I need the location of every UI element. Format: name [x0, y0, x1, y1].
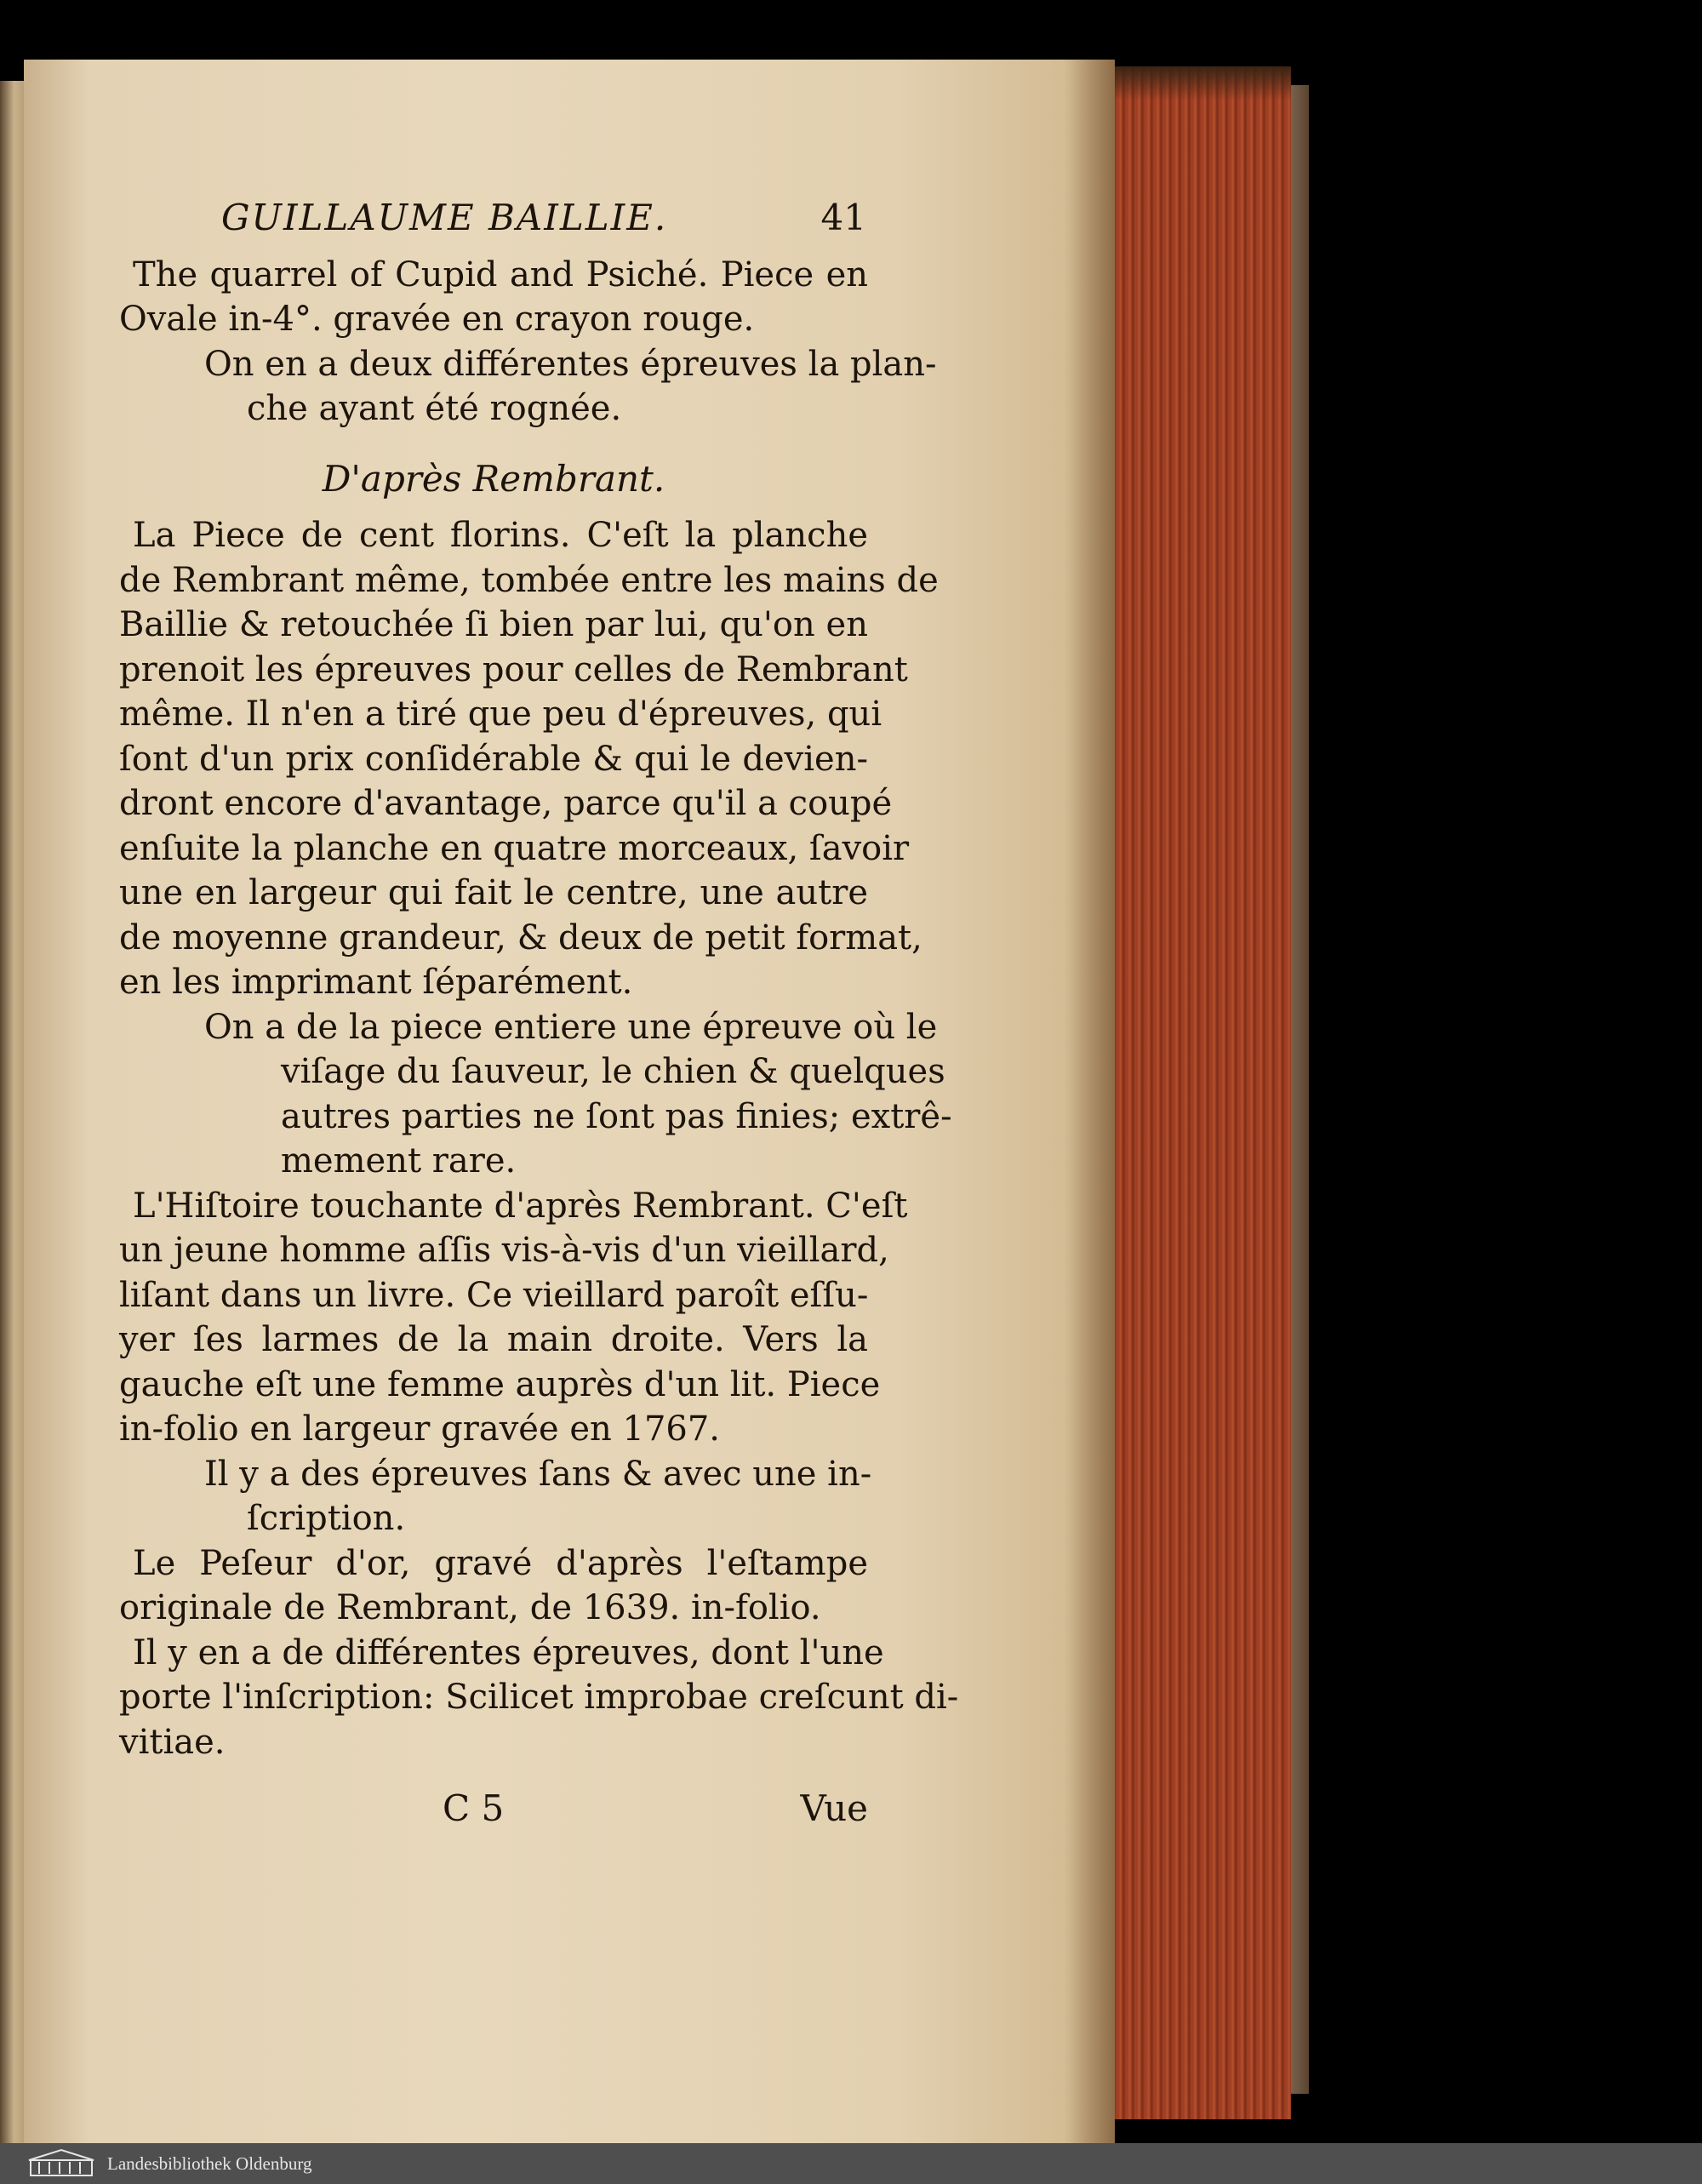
text-line: Baillie & retouchée ſi bien par lui, qu'on en	[119, 605, 868, 644]
text-line: dront encore d'avantage, parce qu'il a coupé	[119, 784, 893, 823]
text-line: On en a deux différentes épreuves la plan-	[204, 344, 937, 384]
text-line: On a de la piece entiere une épreuve où le	[204, 1007, 938, 1047]
page-number: 41	[820, 197, 866, 238]
catchword: Vue	[800, 1787, 868, 1829]
library-building-icon	[26, 2148, 97, 2179]
text-line: viſage du ſauveur, le chien & quelques	[281, 1052, 945, 1091]
signature-mark: C 5	[443, 1787, 505, 1829]
text-line: en les imprimant ſéparément.	[119, 963, 633, 1002]
library-footer-bar	[0, 2143, 1702, 2184]
text-line: une en largeur qui fait le centre, une autre	[119, 873, 868, 912]
text-line: La Piece de cent florins. C'eſt la planche	[133, 516, 868, 555]
text-line: autres parties ne ſont pas finies; extrê-	[281, 1096, 952, 1136]
text-line: porte l'inſcription: Scilicet improbae creſcunt di-	[119, 1678, 959, 1717]
page-text	[119, 196, 959, 1832]
text-line: liſant dans un livre. Ce vieillard paroît eſſu-	[119, 1275, 869, 1315]
library-name: Landesbibliothek Oldenburg	[107, 2153, 312, 2174]
page-gutter-shadow	[1064, 60, 1115, 2145]
text-line: de moyenne grandeur, & deux de petit format,	[119, 918, 922, 958]
text-line: Il y en a de différentes épreuves, dont l'une	[133, 1632, 884, 1672]
text-line: gauche eſt une femme auprès d'un lit. Piece	[119, 1364, 881, 1404]
running-head-title: GUILLAUME BAILLIE.	[221, 197, 668, 238]
running-head	[119, 196, 868, 241]
text-line: prenoit les épreuves pour celles de Rembrant	[119, 649, 908, 689]
text-line: Il y a des épreuves ſans & avec une in-	[204, 1454, 872, 1494]
page-footer	[119, 1787, 868, 1832]
text-line: Ovale in-4°. gravée en crayon rouge.	[119, 300, 755, 339]
text-line: enſuite la planche en quatre morceaux, ſavoir	[119, 828, 910, 868]
section-heading: D'après Rembrant.	[322, 457, 665, 500]
text-line: un jeune homme aſſis vis-à-vis d'un vieillard,	[119, 1231, 889, 1270]
text-line: vitiae.	[119, 1722, 226, 1762]
text-line: The quarrel of Cupid and Psiché. Piece en	[133, 254, 868, 294]
text-line: de Rembrant même, tombée entre les mains de	[119, 560, 939, 600]
text-line: Le Peſeur d'or, gravé d'après l'eſtampe	[133, 1543, 868, 1583]
text-line: che ayant été rognée.	[247, 389, 622, 428]
text-line: même. Il n'en a tiré que peu d'épreuves, qui	[119, 695, 882, 734]
text-line: originale de Rembrant, de 1639. in-folio.	[119, 1588, 821, 1627]
text-line: ſont d'un prix conſidérable & qui le devien-	[119, 739, 868, 779]
text-line: ſcription.	[247, 1499, 406, 1538]
text-line: in-folio en largeur gravée en 1767.	[119, 1409, 721, 1449]
previous-page-edge	[0, 81, 26, 2166]
fore-edge-shadow	[1108, 66, 1291, 100]
text-line: L'Hiſtoire touchante d'après Rembrant. C'eſt	[133, 1186, 908, 1226]
text-line: yer ſes larmes de la main droite. Vers la	[119, 1320, 868, 1359]
text-line: mement rare.	[281, 1141, 517, 1181]
book-fore-edge	[1108, 66, 1291, 2119]
